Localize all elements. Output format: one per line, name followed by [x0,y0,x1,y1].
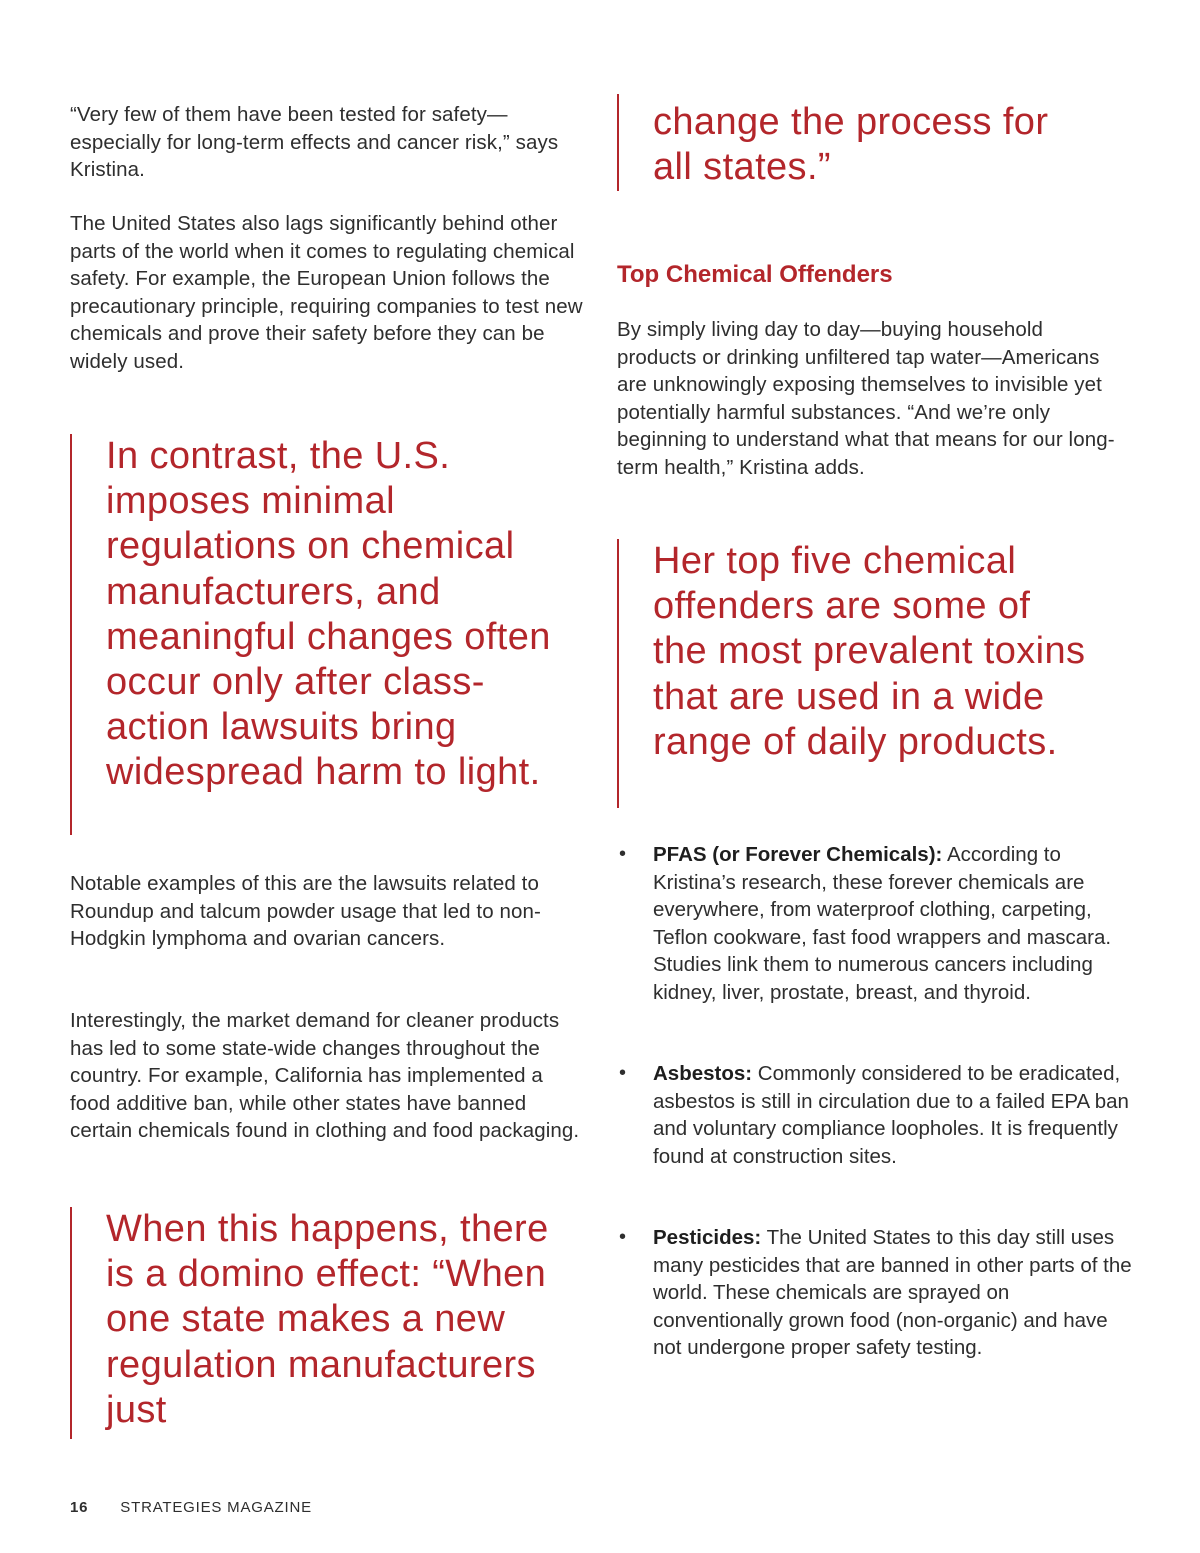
pull-quote-text: Her top five chemical offenders are some of the most prevalent toxins that are used in a wide range of daily products. [653,540,1086,763]
chemical-offenders-list [617,841,1137,1401]
bullet-icon: • [619,843,627,865]
list-item-text: Commonly considered to be eradicated, asbestos is still in circulation due to a failed EPA ban and voluntary compliance loopholes. It is frequently found at construction sites. [653,1062,1129,1168]
list-item-text: According to Kristina’s research, these forever chemicals are everywhere, from waterproof clothing, carpeting, Teflon cookware, fast food wrappers and mascara. Studies link them to numerous cancers including kidney, liver, prostate, breast, and thyroid. [653,843,1112,1004]
page-number: 16 [70,1499,89,1516]
paragraph-lawsuit-examples: Notable examples of this are the lawsuits related to Roundup and talcum powder usage that led to non-Hodgkin lymphoma and ovarian cancers. [70,872,541,951]
pull-quote-domino [70,1207,606,1439]
list-item-body [653,1060,1133,1170]
paragraph-intro-quote: “Very few of them have been tested for safety—especially for long-term effects and cancer risk,” says Kristina. [70,103,559,182]
bullet-icon: • [619,1226,627,1248]
list-item-term: Asbestos: [653,1062,753,1085]
paragraph-living-day-to-day: By simply living day to day—buying household products or drinking unfiltered tap water—Americans are unknowingly exposing themselves to invisible yet potentially harmful substances. “And we’re only beginning to understand what that means for our long-term health,” Kristina adds. [617,318,1115,479]
pull-quote-text: In contrast, the U.S. imposes minimal regulations on chemical manufacturers, and meaningful changes often occur only after class-action lawsuits bring widespread harm to light. [106,435,551,794]
page-footer [70,1498,312,1518]
list-item-body [653,841,1133,1007]
pull-quote-contrast [70,434,606,835]
pull-quote-continuation [617,94,1133,191]
list-item-text: The United States to this day still uses many pesticides that are banned in other parts of the world. These chemicals are sprayed on conventionally grown food (non-organic) and have not undergone proper safety testing. [653,1226,1132,1360]
paragraph-us-lags: The United States also lags significantly behind other parts of the world when it comes to regulating chemical safety. For example, the European Union follows the precautionary principle, requiring companies to test new chemicals and prove their safety before they can be widely used. [70,212,583,373]
pull-quote-text: change the process for all states.” [653,101,1049,189]
list-item-body [653,1224,1133,1362]
paragraph-market-demand: Interestingly, the market demand for cleaner products has led to some state-wide changes throughout the country. For example, California has implemented a food additive ban, while other states have banned certain chemicals found in clothing and food packaging. [70,1009,580,1143]
publication-name: STRATEGIES MAGAZINE [120,1499,312,1516]
section-heading: Top Chemical Offenders [617,261,893,288]
bullet-icon: • [619,1062,627,1084]
pull-quote-text: When this happens, there is a domino effect: “When one state makes a new regulation manufacturers just [106,1208,549,1431]
list-item-term: PFAS (or Forever Chemicals): [653,843,943,866]
list-item-term: Pesticides: [653,1226,762,1249]
pull-quote-top-five [617,539,1133,808]
